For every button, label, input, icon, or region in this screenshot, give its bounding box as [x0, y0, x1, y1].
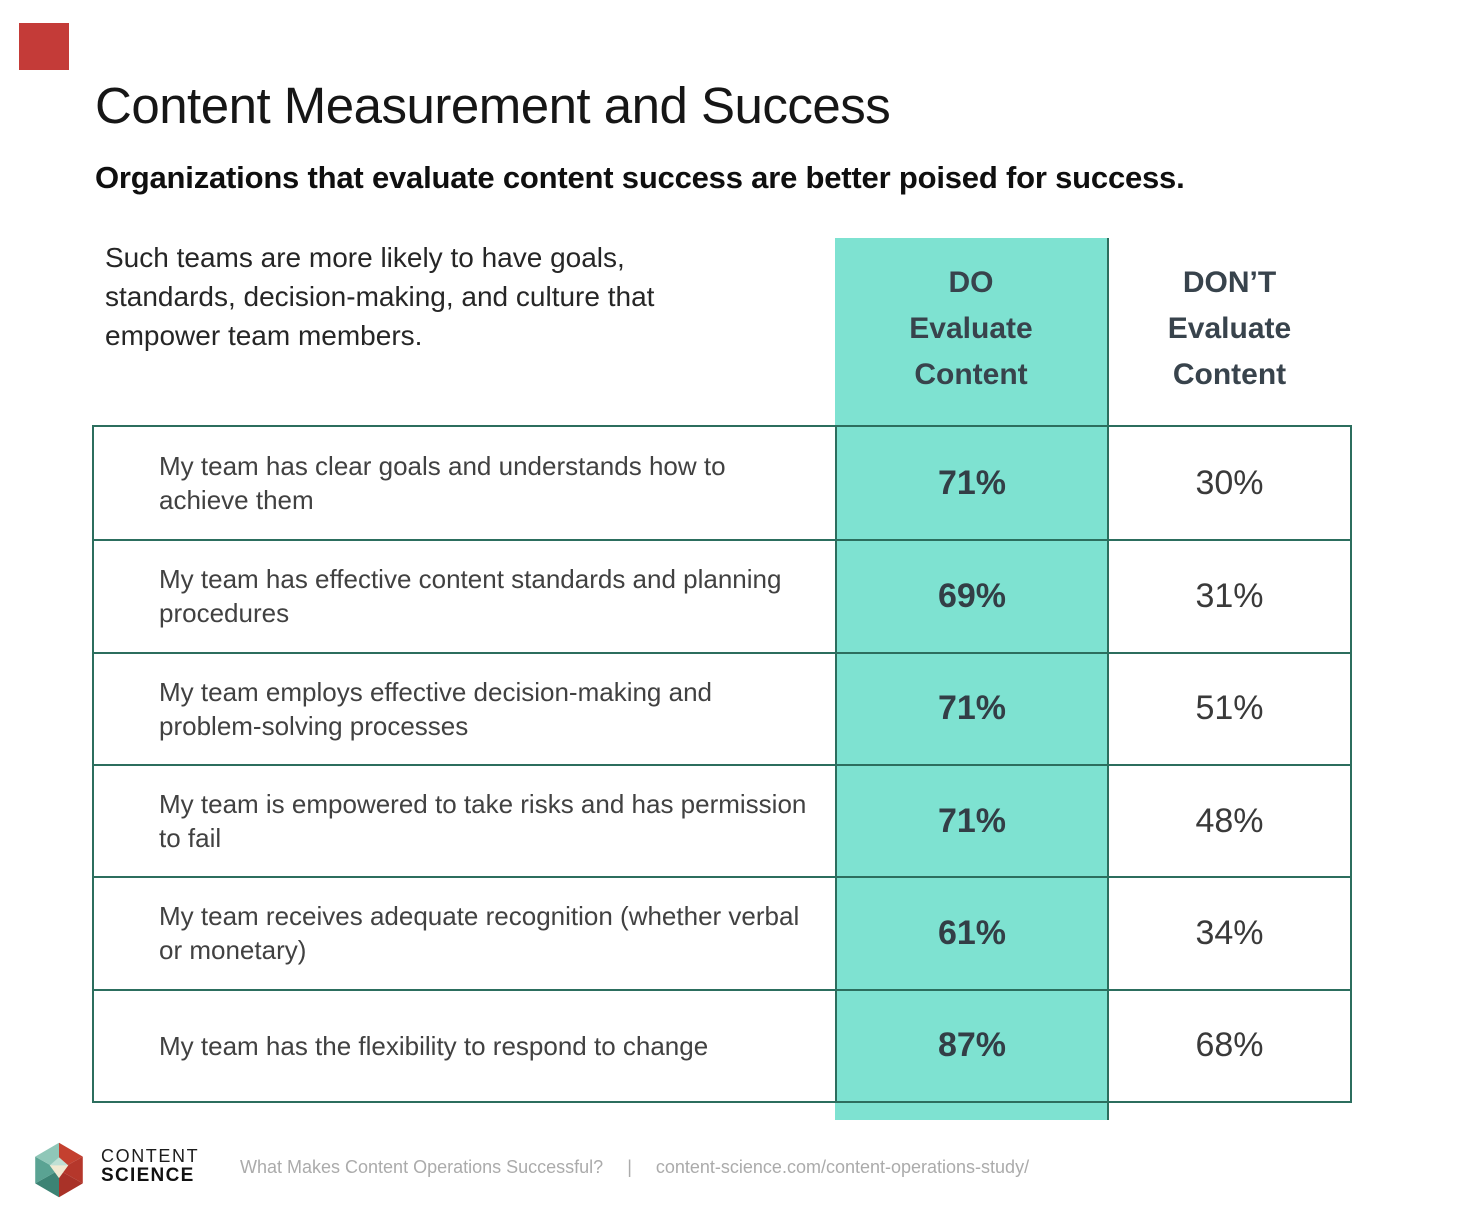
table-row — [94, 427, 1350, 539]
red-accent-square — [19, 23, 69, 70]
statement-cell: My team is empowered to take risks and has permission to fail — [159, 789, 807, 854]
intro-line: Such teams are more likely to have goals, — [105, 242, 625, 273]
footer-separator: | — [627, 1157, 632, 1177]
statement-cell: My team has clear goals and understands how to achieve them — [159, 451, 726, 516]
do-value-cell: 71% — [835, 654, 1107, 764]
dont-value-cell: 30% — [1107, 427, 1350, 539]
logo-wordmark-science: SCIENCE — [101, 1165, 195, 1186]
dont-header-line: Content — [1172, 358, 1287, 391]
do-value-cell: 87% — [835, 991, 1107, 1101]
do-value-cell: 61% — [835, 878, 1107, 988]
dont-value-cell: 31% — [1107, 541, 1350, 651]
do-header-line: Evaluate — [909, 312, 1033, 345]
intro-line: empower team members. — [105, 320, 423, 351]
dont-value-cell: 34% — [1107, 878, 1350, 988]
dont-header-line: DON’T — [1182, 266, 1277, 299]
statement-cell: My team has effective content standards and planning procedures — [159, 564, 782, 629]
table-row — [94, 876, 1350, 988]
footer-url: content-science.com/content-operations-study/ — [655, 1157, 1030, 1177]
table-row — [94, 989, 1350, 1101]
content-science-logo-icon — [29, 1141, 89, 1199]
dont-value-cell: 51% — [1107, 654, 1350, 764]
results-table — [92, 425, 1352, 1103]
dont-value-cell: 48% — [1107, 766, 1350, 876]
do-header-line: Content — [914, 358, 1028, 391]
do-value-cell: 69% — [835, 541, 1107, 651]
do-column-header — [835, 260, 1107, 398]
footer-credit — [240, 1157, 1029, 1178]
dont-value-cell: 68% — [1107, 991, 1350, 1101]
intro-line: standards, decision-making, and culture that — [105, 281, 655, 312]
do-value-cell: 71% — [835, 766, 1107, 876]
dont-header-line: Evaluate — [1167, 312, 1292, 345]
page-subtitle: Organizations that evaluate content success are better poised for success. — [95, 160, 1185, 195]
statement-cell: My team employs effective decision-making and problem-solving processes — [159, 676, 712, 741]
logo-wordmark-content: CONTENT — [101, 1146, 200, 1166]
footer-study-title: What Makes Content Operations Successful? — [240, 1157, 604, 1177]
table-row — [94, 539, 1350, 651]
do-value-cell: 71% — [835, 427, 1107, 539]
intro-paragraph — [105, 238, 654, 355]
statement-cell: My team receives adequate recognition (whether verbal or monetary) — [159, 901, 800, 966]
dont-column-header — [1109, 260, 1350, 398]
table-row — [94, 764, 1350, 876]
do-header-line: DO — [948, 266, 994, 299]
statement-cell: My team has the flexibility to respond to change — [159, 1030, 709, 1061]
page-title: Content Measurement and Success — [95, 77, 891, 134]
table-row — [94, 652, 1350, 764]
